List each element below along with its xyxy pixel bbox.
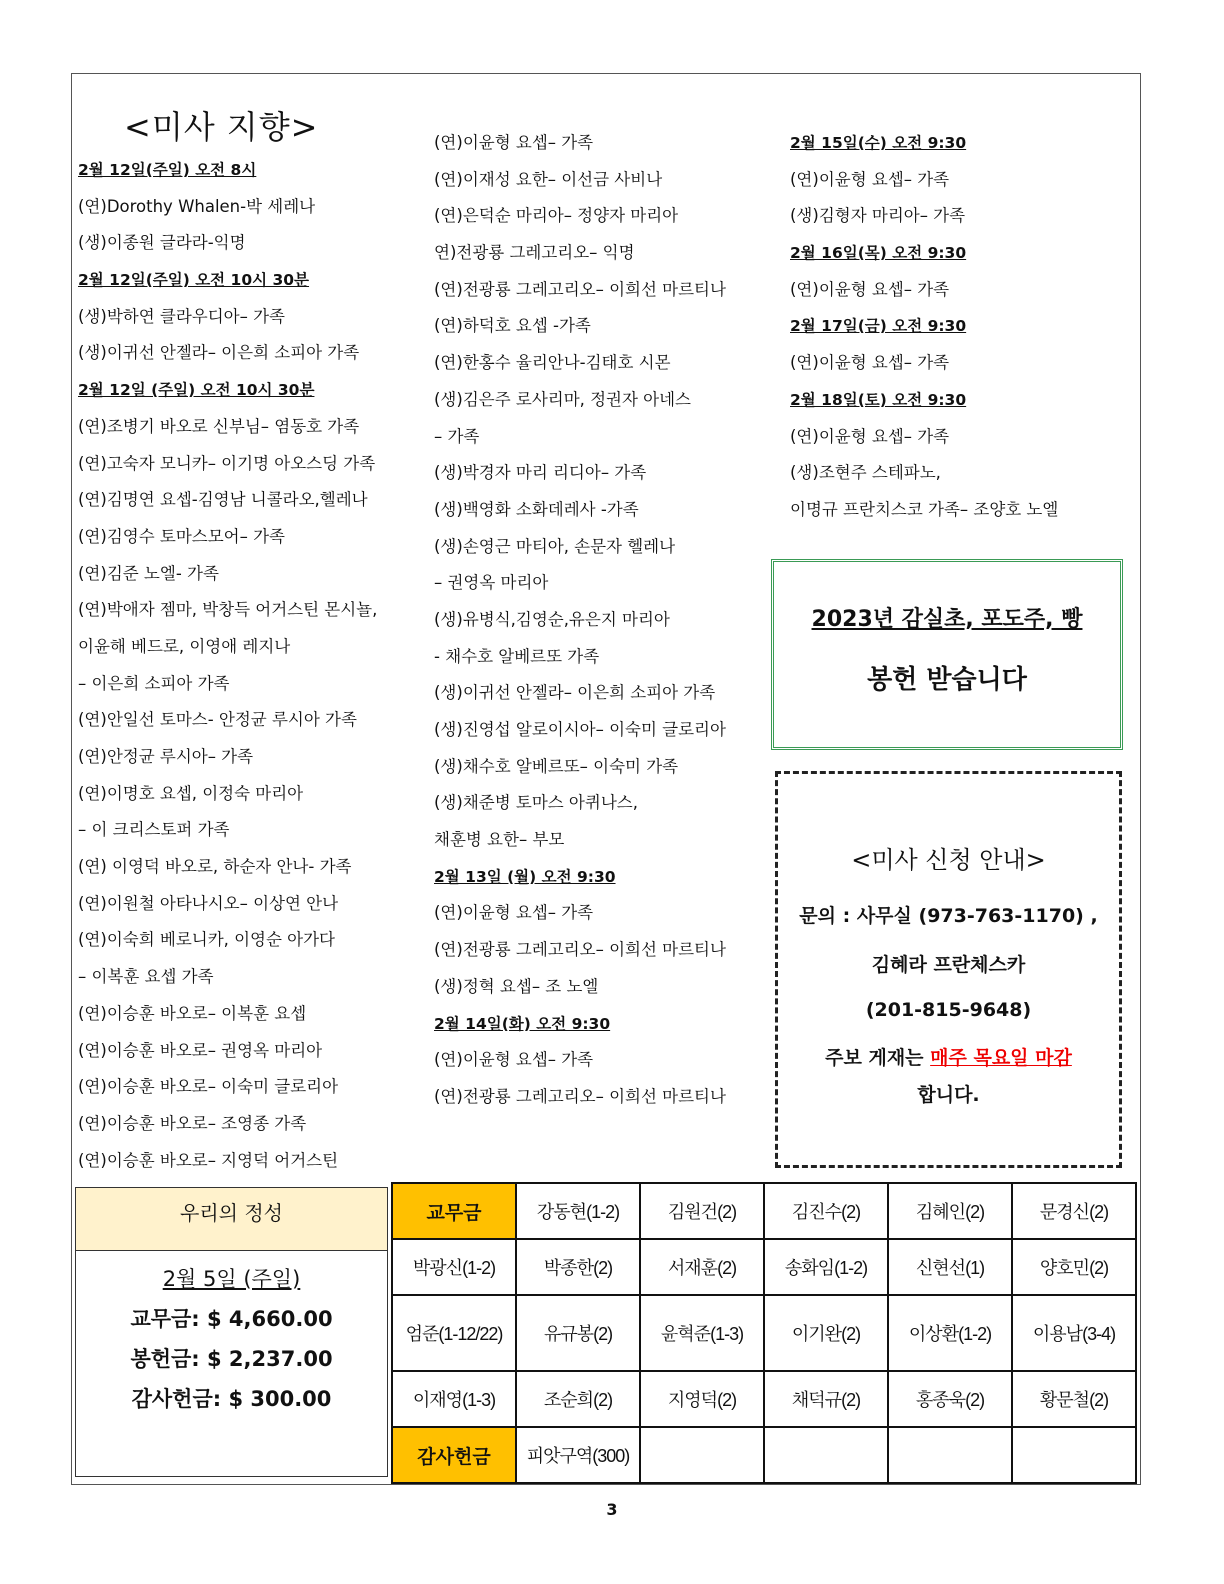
intention-line: (연)이윤형 요셉– 가족: [434, 1050, 594, 1070]
intention-line: (연)이윤형 요셉– 가족: [434, 133, 594, 152]
mass-time-heading: 2월 13일 (월) 오전 9:30: [434, 867, 616, 886]
intention-line: – 가족: [434, 426, 480, 446]
dues-cell: 김혜인(2): [888, 1183, 1012, 1239]
mass-request-phone: (201-815-9648): [865, 999, 1032, 1021]
dues-cell: 황문철(2): [1012, 1371, 1136, 1427]
page-title: <미사 지향>: [124, 108, 319, 146]
intention-line: (생)김은주 로사리마, 정권자 아네스: [434, 389, 691, 409]
mass-time-heading: 2월 12일 (주일) 오전 10시 30분: [78, 381, 315, 400]
dues-cell: 양호민(2): [1012, 1239, 1136, 1295]
dues-cell: 홍종욱(2): [888, 1371, 1012, 1427]
dues-row: [392, 1183, 1136, 1239]
dues-cell: 교무금: [392, 1183, 516, 1239]
mass-request-deadline: [778, 1043, 1119, 1070]
intentions-column-2: [434, 125, 726, 1116]
dues-cell: 김원건(2): [640, 1183, 764, 1239]
mass-time-heading: 2월 12일(주일) 오전 8시: [78, 161, 257, 179]
offering-line: 감사헌금: $ 300.00: [131, 1387, 332, 1411]
page-number: 3: [606, 1500, 618, 1519]
mass-request-box: [775, 771, 1122, 1168]
dues-cell: 이용남(3-4): [1012, 1295, 1136, 1371]
dues-cell: 윤혁준(1-3): [640, 1295, 764, 1371]
intention-line: (연)조병기 바오로 신부님– 염동호 가족: [78, 416, 360, 436]
intention-line: (연)이원철 아타나시오– 이상연 안나: [78, 893, 339, 913]
intention-line: (생)김형자 마리아– 가족: [790, 206, 966, 226]
intention-line: – 이은희 소피아 가족: [78, 673, 230, 693]
intention-line: (연)이윤형 요셉– 가족: [790, 169, 950, 189]
intention-line: (생)정혁 요셉– 조 노엘: [434, 976, 599, 996]
intention-line: (연)이승훈 바오로– 이복훈 요셉: [78, 1003, 307, 1023]
dues-cell: 지영덕(2): [640, 1371, 764, 1427]
dues-cell: 강동현(1-2): [516, 1183, 640, 1239]
intention-line: (연)고숙자 모니카– 이기명 아오스딩 가족: [78, 453, 376, 473]
intention-line: (생)유병식,김영순,유은지 마리아: [434, 609, 670, 629]
intention-line: (연)김명연 요셉-김영남 니콜라오,헬레나: [78, 490, 368, 510]
dues-cell: 서재훈(2): [640, 1239, 764, 1295]
intention-line: – 이 크리스토퍼 가족: [78, 820, 230, 840]
offering-heading: 우리의 정성: [76, 1188, 387, 1251]
intentions-column-1: [78, 152, 377, 1179]
intention-line: (연)이숙희 베로니카, 이영순 아가다: [78, 930, 335, 950]
intention-line: (생)백영화 소화데레사 -가족: [434, 499, 639, 519]
intention-line: (연)이승훈 바오로– 이숙미 글로리아: [78, 1077, 339, 1097]
deadline-prefix: 주보 게재는: [825, 1047, 931, 1069]
intention-line: (생)박하연 클라우디아– 가족: [78, 306, 285, 326]
intention-line: (생)조현주 스테파노,: [790, 463, 941, 483]
intention-line: (연)이재성 요한– 이선금 사비나: [434, 169, 663, 189]
intention-line: – 권영옥 마리아: [434, 573, 549, 593]
intention-line: (생)이귀선 안젤라– 이은희 소피아 가족: [434, 683, 716, 703]
dues-cell: 조순희(2): [516, 1371, 640, 1427]
intention-line: 이명규 프란치스코 가족– 조양호 노엘: [790, 499, 1059, 519]
offering-line: 봉헌금: $ 2,237.00: [130, 1347, 333, 1371]
intention-line: 연)전광룡 그레고리오– 익명: [434, 243, 635, 263]
intention-line: (연)전광룡 그레고리오– 이희선 마르티나: [434, 940, 726, 960]
dues-table: [391, 1182, 1137, 1484]
dues-cell: 채덕규(2): [764, 1371, 888, 1427]
dues-cell: 유규봉(2): [516, 1295, 640, 1371]
dues-cell: 피앗구역(300): [516, 1427, 640, 1483]
dues-cell: 엄준(1-12/22): [392, 1295, 516, 1371]
intention-line: (생)이종원 글라라-익명: [78, 233, 246, 253]
intention-line: (연)이윤형 요셉– 가족: [790, 426, 950, 446]
intention-line: - 채수호 알베르또 가족: [434, 646, 600, 666]
dues-row: [392, 1427, 1136, 1483]
intention-line: (연)Dorothy Whalen-박 세레나: [78, 196, 316, 216]
deadline-suffix: 합니다.: [917, 1084, 980, 1106]
intention-line: (연)이승훈 바오로– 권영옥 마리아: [78, 1040, 323, 1060]
dues-row: [392, 1239, 1136, 1295]
dues-cell: 이기완(2): [764, 1295, 888, 1371]
intention-line: (연)전광룡 그레고리오– 이희선 마르티나: [434, 1086, 726, 1106]
dues-cell: 신현선(1): [888, 1239, 1012, 1295]
mass-time-heading: 2월 16일(목) 오전 9:30: [790, 244, 967, 263]
mass-request-heading: <미사 신청 안내>: [851, 846, 1046, 874]
intention-line: (연)안일선 토마스- 안정균 루시아 가족: [78, 710, 357, 730]
intention-line: (연)김준 노엘- 가족: [78, 563, 219, 583]
intention-line: (생)박경자 마리 리디아– 가족: [434, 463, 647, 483]
dues-cell: 감사헌금: [392, 1427, 516, 1483]
mass-request-contact: 문의 : 사무실 (973-763-1170) ,: [799, 905, 1098, 927]
dues-cell: 박광신(1-2): [392, 1239, 516, 1295]
donation-notice-line-1: 2023년 감실초, 포도주, 빵: [811, 607, 1083, 632]
mass-time-heading: 2월 17일(금) 오전 9:30: [790, 317, 967, 336]
deadline-highlight: 매주 목요일 마감: [930, 1047, 1072, 1069]
offering-line: 교무금: $ 4,660.00: [130, 1307, 333, 1331]
intention-line: (연) 이영덕 바오로, 하순자 안나- 가족: [78, 857, 352, 877]
mass-request-name: 김혜라 프란체스카: [871, 954, 1026, 976]
intention-line: – 이복훈 요셉 가족: [78, 967, 214, 987]
dues-cell: 박종한(2): [516, 1239, 640, 1295]
intention-line: (연)하덕호 요셉 -가족: [434, 316, 591, 336]
dues-cell: [764, 1427, 888, 1483]
donation-notice-box: [771, 559, 1123, 750]
intention-line: 이윤해 베드로, 이영애 레지나: [78, 636, 291, 656]
intention-line: (연)전광룡 그레고리오– 이희선 마르티나: [434, 279, 726, 299]
dues-cell: [640, 1427, 764, 1483]
intention-line: (생)채준병 토마스 아퀴나스,: [434, 793, 638, 813]
mass-time-heading: 2월 18일(토) 오전 9:30: [790, 390, 967, 409]
intention-line: (연)한홍수 율리안나-김태호 시몬: [434, 353, 671, 373]
intention-line: 채훈병 요한– 부모: [434, 830, 565, 850]
mass-time-heading: 2월 15일(수) 오전 9:30: [790, 134, 967, 152]
intention-line: (연)이윤형 요셉– 가족: [790, 279, 950, 299]
intention-line: (연)은덕순 마리아– 정양자 마리아: [434, 206, 679, 226]
dues-cell: 이상환(1-2): [888, 1295, 1012, 1371]
intention-line: (연)안정균 루시아– 가족: [78, 747, 254, 766]
intention-line: (연)이승훈 바오로– 조영종 가족: [78, 1113, 307, 1133]
intention-line: (생)손영근 마티아, 손문자 헬레나: [434, 536, 676, 556]
dues-cell: [888, 1427, 1012, 1483]
intention-line: (연)김영수 토마스모어– 가족: [78, 526, 285, 546]
intention-line: (생)채수호 알베르또– 이숙미 가족: [434, 756, 679, 776]
dues-cell: [1012, 1427, 1136, 1483]
dues-cell: 문경신(2): [1012, 1183, 1136, 1239]
offering-box: [75, 1187, 388, 1477]
dues-cell: 김진수(2): [764, 1183, 888, 1239]
offering-date: 2월 5일 (주일): [162, 1267, 301, 1291]
dues-row: [392, 1371, 1136, 1427]
mass-time-heading: 2월 12일(주일) 오전 10시 30분: [78, 271, 310, 290]
intention-line: (연)이윤형 요셉– 가족: [790, 353, 950, 373]
mass-time-heading: 2월 14일(화) 오전 9:30: [434, 1014, 611, 1033]
intention-line: (생)진영섭 알로이시아– 이숙미 글로리아: [434, 720, 726, 739]
dues-cell: 이재영(1-3): [392, 1371, 516, 1427]
donation-notice-line-2: 봉헌 받습니다: [867, 665, 1027, 695]
dues-cell: 송화임(1-2): [764, 1239, 888, 1295]
intention-line: (연)이승훈 바오로– 지영덕 어거스틴: [78, 1150, 339, 1170]
intention-line: (연)박애자 젬마, 박창득 어거스틴 몬시뇰,: [78, 600, 378, 620]
intention-line: (생)이귀선 안젤라– 이은희 소피아 가족: [78, 343, 360, 363]
dues-row: [392, 1295, 1136, 1371]
intention-line: (연)이윤형 요셉– 가족: [434, 903, 594, 923]
intention-line: (연)이명호 요셉, 이정숙 마리아: [78, 783, 304, 803]
intentions-column-3: [790, 125, 1058, 529]
